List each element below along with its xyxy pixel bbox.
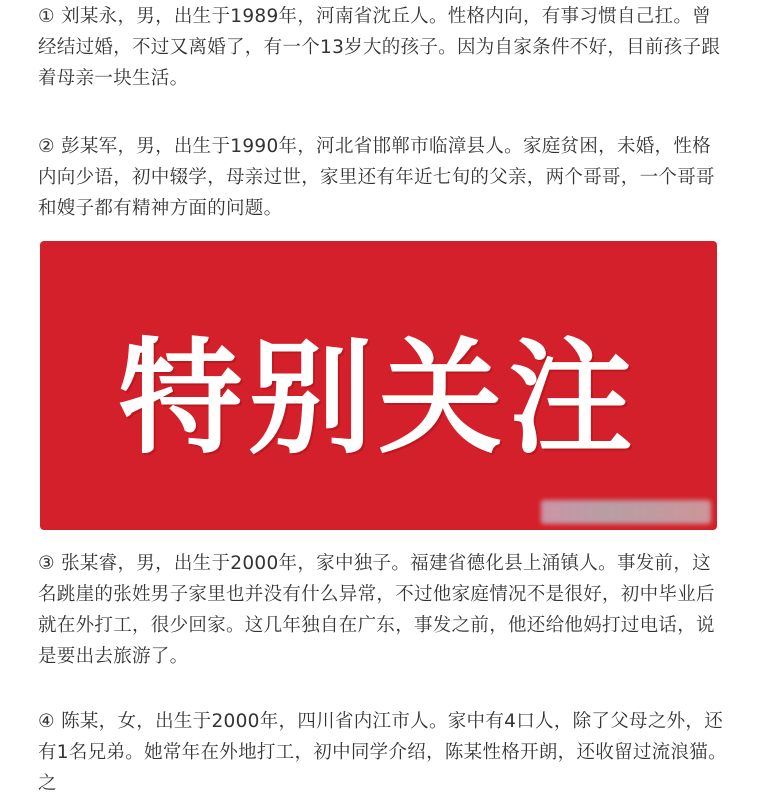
banner-title: 特别关注 (118, 326, 639, 471)
special-attention-banner (40, 241, 717, 530)
paragraph-4: ④ 陈某，女，出生于2000年，四川省内江市人。家中有4口人，除了父母之外，还有1名兄弟。她常年在外地打工，初中同学介绍，陈某性格开朗，还收留过流浪猫。之 (38, 711, 727, 794)
paragraph-1: ① 刘某永，男，出生于1989年，河南省沈丘人。性格内向，有事习惯自己扛。曾经结过婚，不过又离婚了，有一个13岁大的孩子。因为自家条件不好，目前孩子跟着母亲一块生活。 (38, 6, 721, 89)
paragraph-2: ② 彭某军，男，出生于1990年，河北省邯郸市临漳县人。家庭贫困，未婚，性格内向少语，初中辍学，母亲过世，家里还有年近七旬的父亲，两个哥哥，一个哥哥和嫂子都有精神方面的问题。 (38, 136, 715, 219)
blurred-watermark (541, 500, 711, 524)
paragraph-3: ③ 张某睿，男，出生于2000年，家中独子。福建省德化县上涌镇人。事发前，这名跳崖的张姓男子家里也并没有什么异常，不过他家庭情况不是很好，初中毕业后就在外打工，很少回家。这几年独自在广东，事发之前，他还给他妈打过电话，说是要出去旅游了。 (38, 553, 715, 667)
